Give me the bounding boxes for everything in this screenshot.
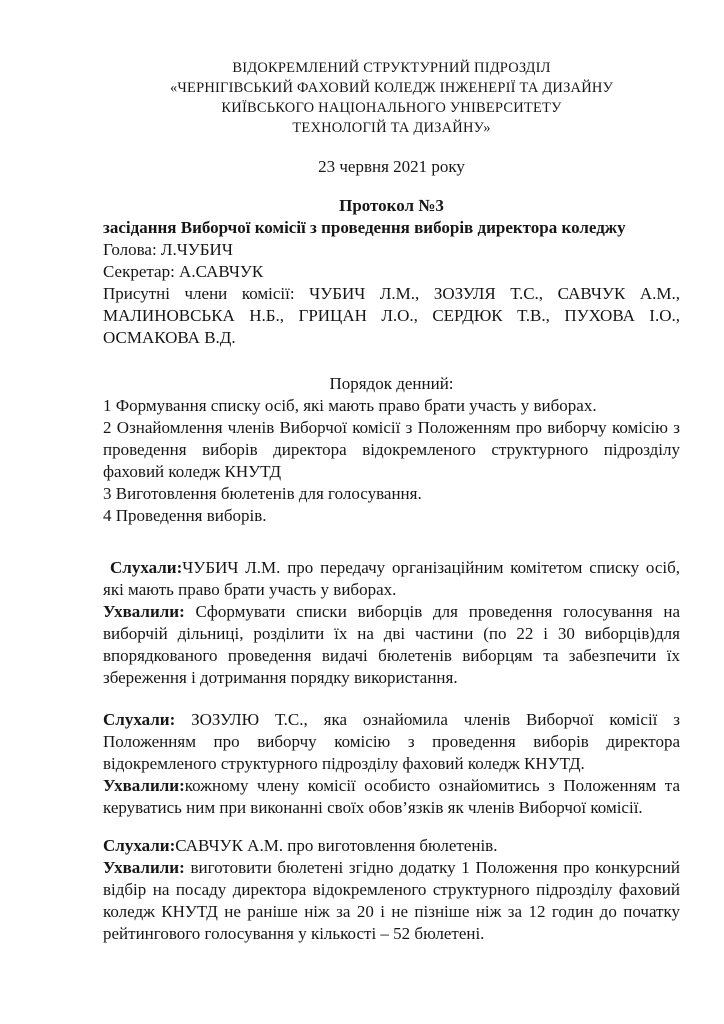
org-header-line-3: КИЇВСЬКОГО НАЦІОНАЛЬНОГО УНІВЕРСИТЕТУ (221, 100, 562, 116)
section-3 (103, 835, 680, 945)
org-header-line-4: ТЕХНОЛОГІЙ ТА ДИЗАЙНУ» (292, 120, 491, 136)
document-subtitle: засідання Виборчої комісії з проведення виборів директора коледжу (103, 218, 626, 237)
agenda-item-4: 4 Проведення виборів. (103, 506, 267, 525)
section-1-heard (103, 557, 680, 601)
agenda-item-2: 2 Ознайомлення членів Виборчої комісії з Положенням про виборчу комісію з проведення виборів директора відокремленого структурного підрозділу фаховий коледж КНУТД (103, 418, 680, 481)
resolved-text: Сформувати списки виборців для проведення голосування на виборчій дільниці, розділити їх на дві частини (по 22 і 30 виборців)для впорядкованого проведення видачі бюлетенів виборцям та забезпечити їх збереження і дотримання порядку використання. (103, 602, 680, 687)
org-header-line-1: ВІДОКРЕМЛЕНИЙ СТРУКТУРНИЙ ПІДРОЗДІЛ (232, 60, 551, 76)
resolved-text: виготовити бюлетені згідно додатку 1 Положення про конкурсний відбір на посаду директора відокремленого структурного підрозділу фаховий коледж КНУТД не раніше ніж за 20 і не пізніше ніж за 12 годин до початку рейтингового голосування у кількості – 52 бюлетені. (103, 858, 680, 943)
heard-label: Слухали: (103, 836, 176, 855)
document-title: Протокол №3 (339, 196, 444, 215)
agenda-item-3: 3 Виготовлення бюлетенів для голосування. (103, 484, 422, 503)
section-2-heard (103, 709, 680, 775)
members-line: Присутні члени комісії: ЧУБИЧ Л.М., ЗОЗУЛЯ Т.С., САВЧУК А.М., МАЛИНОВСЬКА Н.Б., ГРИЦАН Л.О., СЕРДЮК Т.В., ПУХОВА І.О., ОСМАКОВА В.Д. (103, 284, 680, 347)
org-header-line-2: «ЧЕРНІГІВСЬКИЙ ФАХОВИЙ КОЛЕДЖ ІНЖЕНЕРІЇ ТА ДИЗАЙНУ (169, 80, 614, 96)
resolved-label: Ухвалили: (103, 776, 185, 795)
section-2 (103, 709, 680, 819)
resolved-text: кожному члену комісії особисто ознайомитись з Положенням та керуватись ним при виконанні своїх обов’язків як членів Виборчої комісії. (103, 776, 680, 817)
secretary-line: Секретар: А.САВЧУК (103, 262, 264, 281)
section-1 (103, 557, 680, 689)
agenda-title: Порядок денний: (329, 374, 454, 393)
resolved-label: Ухвалили: (103, 602, 185, 621)
heard-text: САВЧУК А.М. про виготовлення бюлетенів. (175, 836, 498, 855)
resolved-label: Ухвалили: (103, 858, 185, 877)
heard-text: ЗОЗУЛЮ Т.С., яка ознайомила членів Виборчої комісії з Положенням про виборчу комісію з проведення виборів директора відокремленого структурного підрозділу фаховий коледж КНУТД. (103, 710, 680, 773)
heard-label: Слухали: (110, 558, 183, 577)
heard-text: ЧУБИЧ Л.М. про передачу організаційним комітетом списку осіб, які мають право брати участь у виборах. (103, 558, 680, 599)
heard-label: Слухали: (103, 710, 176, 729)
document-date: 23 червня 2021 року (318, 157, 465, 176)
agenda-item-1: 1 Формування списку осіб, які мають право брати участь у виборах. (103, 396, 597, 415)
section-3-resolved (103, 857, 680, 945)
section-3-heard (103, 835, 680, 857)
section-2-resolved (103, 775, 680, 819)
section-1-resolved (103, 601, 680, 689)
org-header (103, 58, 680, 138)
chairman-line: Голова: Л.ЧУБИЧ (103, 240, 233, 259)
